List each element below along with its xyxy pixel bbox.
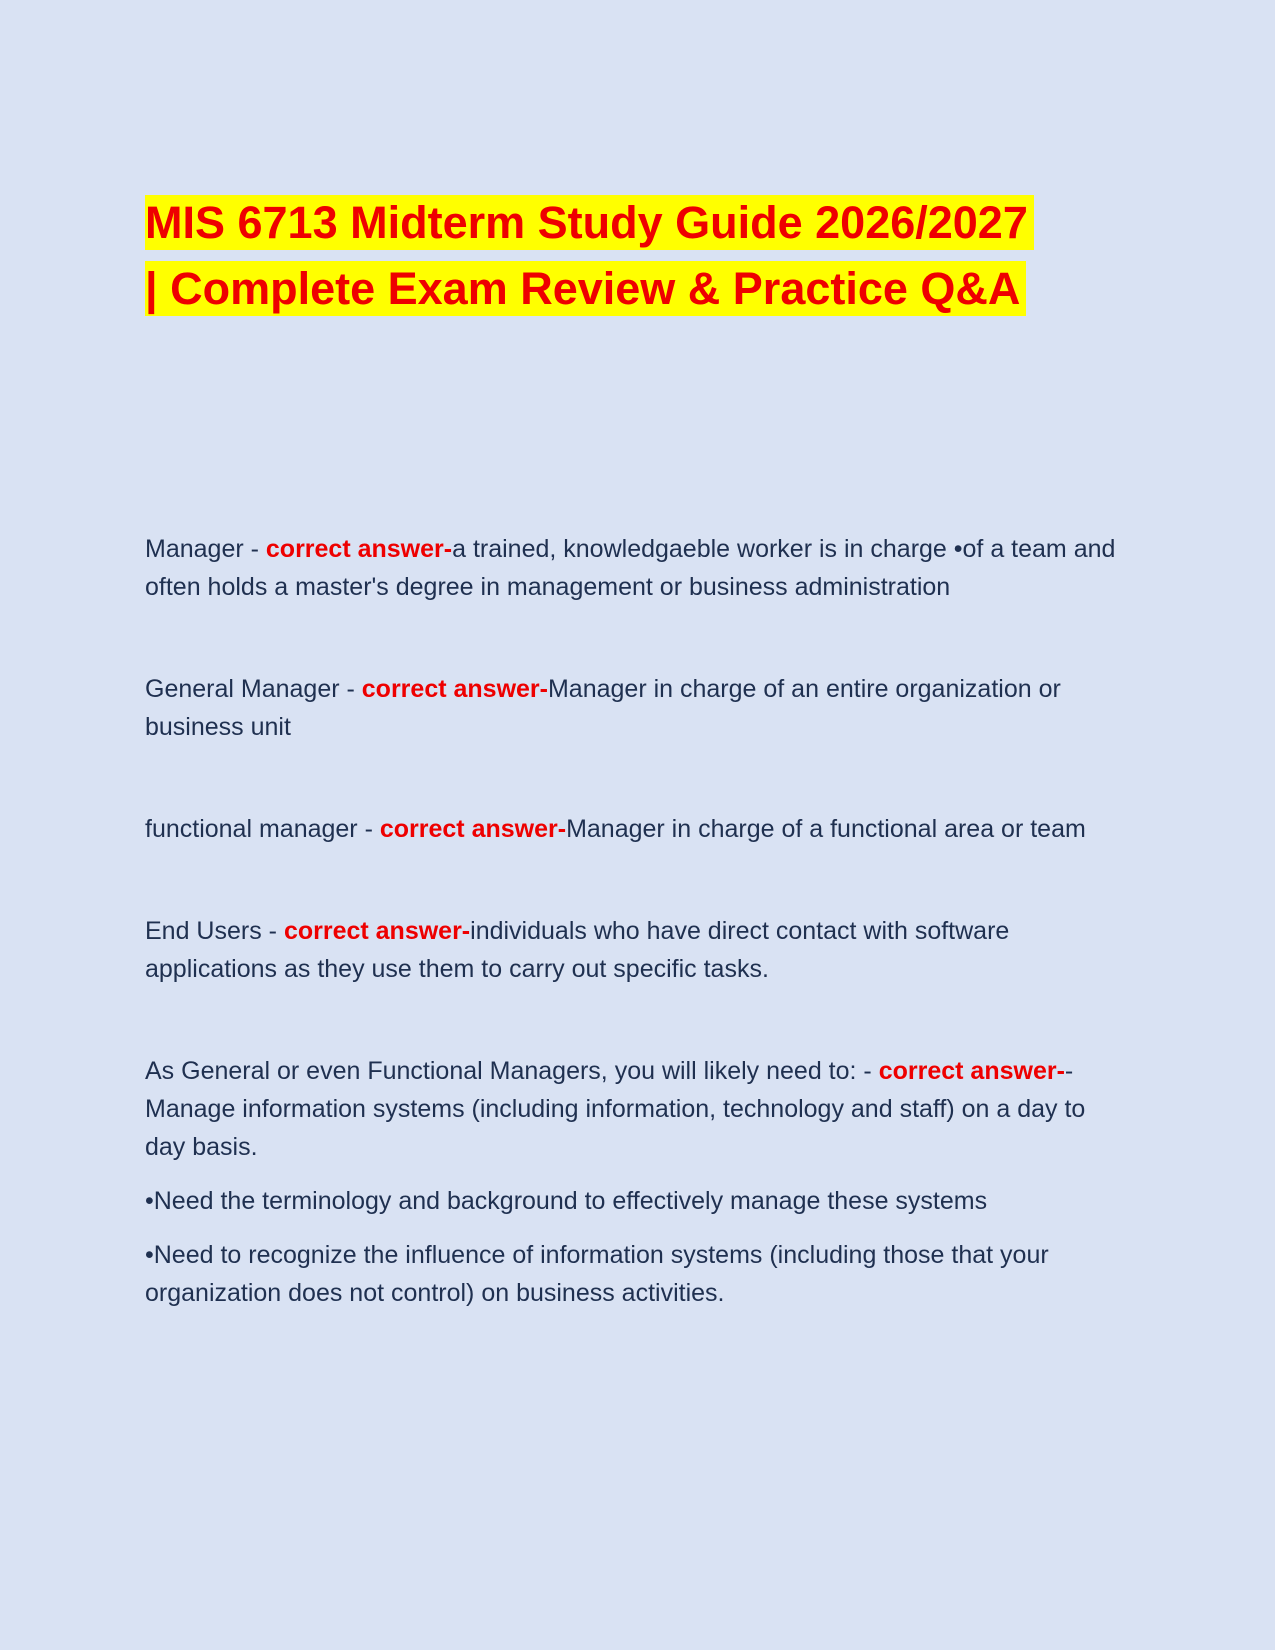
paragraph-text: a trained, knowledgaeble worker is in charge •of a team and often holds a master's degree in management or business administration xyxy=(145,535,1116,601)
paragraph-text: As General or even Functional Managers, you will likely need to: - xyxy=(145,1057,879,1085)
paragraph-text: End Users - xyxy=(145,917,284,945)
correct-answer-label: correct answer- xyxy=(283,917,471,945)
paragraph-text: individuals who have direct contact with software applications as they use them to carry out specific tasks. xyxy=(145,917,1010,983)
qa-functional-manager xyxy=(145,810,1130,848)
document-body xyxy=(145,530,1130,1312)
page-title xyxy=(145,190,1130,322)
paragraph-text: General Manager - xyxy=(145,675,362,703)
correct-answer-label: correct answer- xyxy=(265,535,453,563)
correct-answer-label: correct answer- xyxy=(878,1057,1065,1085)
page-title-line-1: MIS 6713 Midterm Study Guide 2026/2027 xyxy=(145,195,1034,250)
qa-general-functional-managers-need xyxy=(145,1052,1130,1166)
bullet-terminology xyxy=(145,1182,1130,1220)
qa-general-manager xyxy=(145,670,1130,746)
paragraph-text: functional manager - xyxy=(145,815,380,843)
paragraph-text: Manager - xyxy=(145,535,266,563)
bullet-influence xyxy=(145,1236,1130,1312)
page-title-line-2: | Complete Exam Review & Practice Q&A xyxy=(145,261,1026,316)
paragraph-text: -Manage information systems (including information, technology and staff) on a day to day basis. xyxy=(145,1057,1086,1161)
qa-end-users xyxy=(145,912,1130,988)
paragraph-text: •Need the terminology and background to effectively manage these systems xyxy=(145,1187,988,1215)
qa-manager xyxy=(145,530,1130,606)
paragraph-text: •Need to recognize the influence of information systems (including those that your organization does not control) on business activities. xyxy=(145,1241,1049,1307)
correct-answer-label: correct answer- xyxy=(361,675,548,703)
paragraph-text: Manager in charge of a functional area or team xyxy=(566,815,1086,843)
paragraph-text: Manager in charge of an entire organization or business unit xyxy=(145,675,1061,741)
correct-answer-label: correct answer- xyxy=(379,815,567,843)
